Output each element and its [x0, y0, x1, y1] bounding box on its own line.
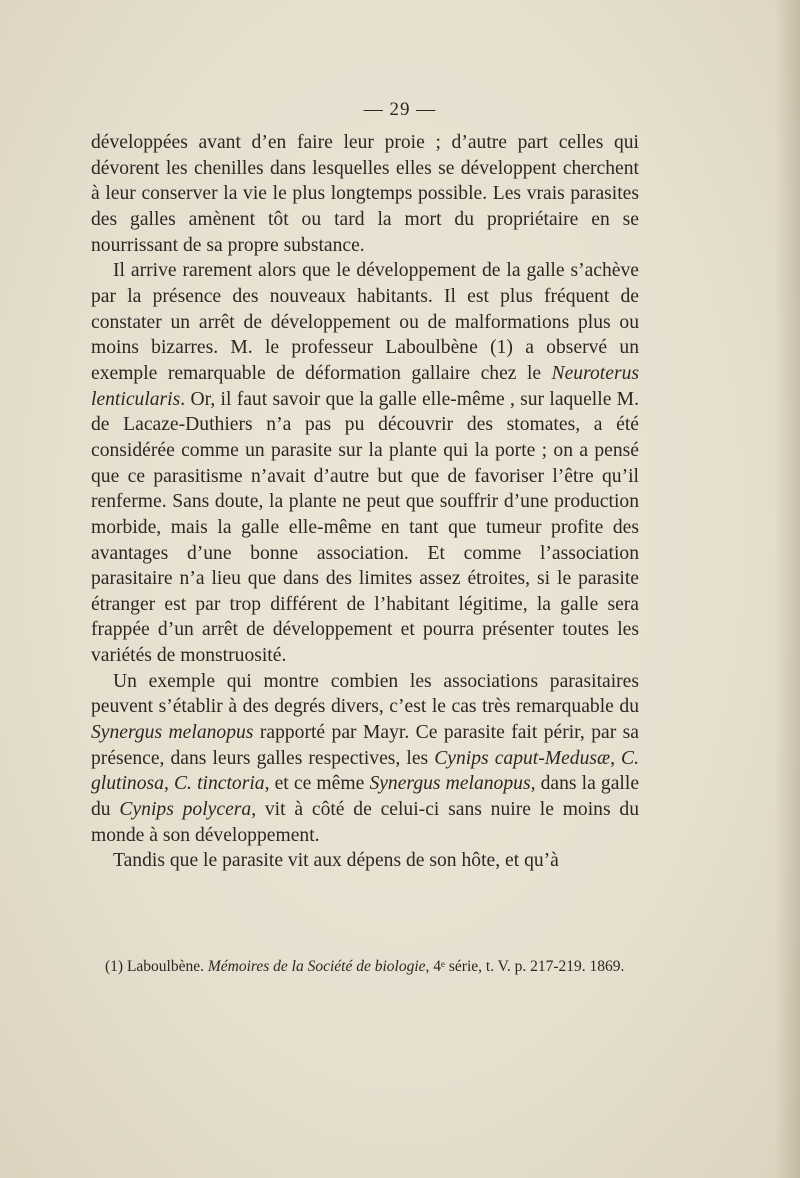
italic-term: Neuroterus lenticularis [91, 362, 639, 410]
text-segment: Un exemple qui montre combien les associations parasitaires peuvent s’établir à des degrés divers, c’est le cas très remarquable du [91, 670, 639, 718]
italic-term: Synergus melanopus [91, 722, 254, 744]
footnote-marker: (1) [105, 958, 124, 975]
italic-term: Cynips caput-Medusæ, C. glutinosa, C. tinctoria [91, 747, 639, 795]
page-number: — 29 — [363, 99, 437, 120]
italic-term: Cynips polycera [119, 799, 252, 821]
paragraph [91, 130, 639, 258]
text-segment: , et ce même [264, 773, 370, 795]
text-segment: développées avant d’en faire leur proie ; d’autre part celles qui dévorent les chenilles dans lesquelles elles se développent cherchent à leur conserver la vie le plus longtemps possible. Les vrais parasites des galles amènent tôt ou tard la mort du propriétaire en se nourrissant de sa propre substance. [91, 132, 639, 256]
page-edge-shadow [774, 0, 800, 1178]
text-segment: . Or, il faut savoir que la galle elle-même , sur laquelle M. de Lacaze-Duthiers n’a pas pu découvrir des stomates, a été considérée comme un parasite sur la plante qui la porte ; on a pensé que ce parasitisme n’avait d’autre but que de favoriser l’être qu’il renferme. Sans doute, la plante ne peut que souffrir d’une production morbide, mais la galle elle-même en tant que tumeur profite des avantages d’une bonne association. Et comme l’association parasitaire n’a lieu que dans des limites assez étroites, si le parasite étranger est par trop différent de l’habitant légitime, la galle sera frappée d’un arrêt de développement et pourra présenter toutes les variétés de monstruosité. [91, 388, 639, 667]
footnote-details: , 4ᵉ série, t. V. p. 217-219. 1869. [425, 958, 625, 975]
text-segment: , vit à côté de celui-ci sans nuire le moins du monde à son développement. [91, 799, 639, 846]
footnote-source: Mémoires de la Société de biologie [207, 958, 426, 975]
paragraph [91, 258, 639, 669]
italic-term: Synergus melanopus [369, 773, 531, 795]
paragraph [91, 669, 639, 849]
body-text [91, 130, 639, 874]
text-segment: , dans la galle du [91, 773, 640, 821]
footnote-author: Laboulbène. [123, 958, 208, 975]
footnote [105, 956, 639, 977]
paragraph [91, 848, 639, 874]
text-segment: Tandis que le parasite vit aux dépens de son hôte, et qu’à [113, 850, 559, 872]
text-segment: Il arrive rarement alors que le développement de la galle s’achève par la présence des nouveaux habitants. Il est plus fréquent de constater un arrêt de développement ou de malformations plus ou moins bizarres. M. le professeur Laboulbène (1) a observé un exemple remarquable de déformation gallaire chez le [91, 260, 639, 384]
text-segment: rapporté par Mayr. Ce parasite fait périr, par sa présence, dans leurs galles respectives, les [91, 722, 639, 769]
